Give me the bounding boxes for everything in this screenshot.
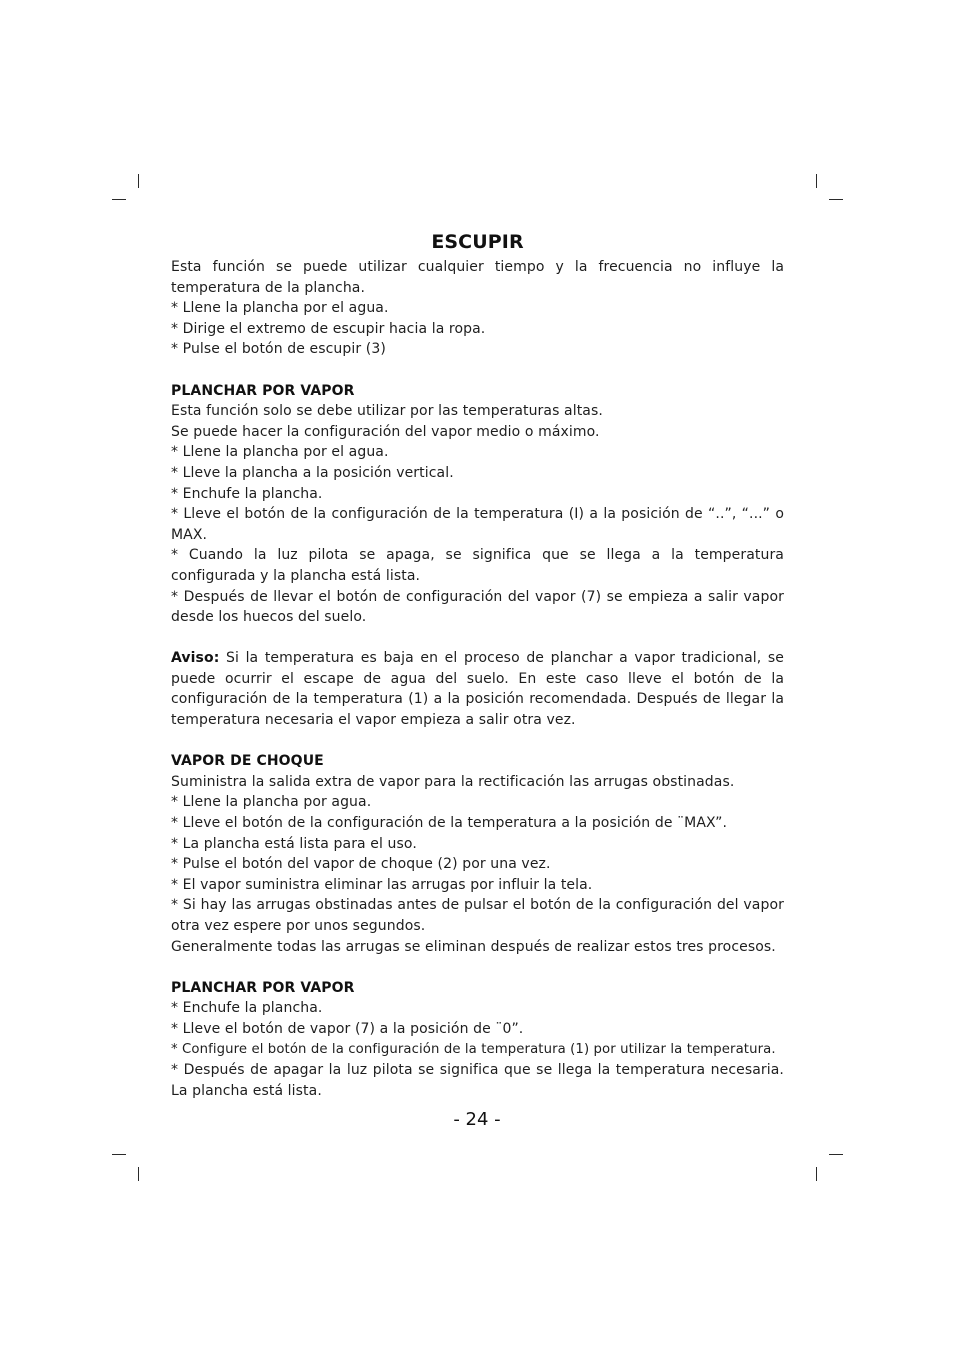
page-title: ESCUPIR xyxy=(431,231,524,253)
page-number: - 24 - xyxy=(453,1109,501,1130)
text-line: * Configure el botón de la configuración de la temperatura (1) por utilizar la temperatura. xyxy=(171,1041,776,1057)
text-line: * Llene la plancha por agua. xyxy=(171,794,372,811)
escupir-intro: Esta función se puede utilizar cualquier tiempo y la frecuencia no influye la temperatura de la plancha. xyxy=(171,259,784,296)
escupir-step: * Dirige el extremo de escupir hacia la ropa. xyxy=(171,320,486,337)
crop-mark-top-left-horizontal xyxy=(112,199,126,200)
text-line: * Enchufe la plancha. xyxy=(171,485,323,502)
text-line: Generalmente todas las arrugas se eliminan después de realizar estos tres procesos. xyxy=(171,938,776,955)
text-line: Se puede hacer la configuración del vapor medio o máximo. xyxy=(171,423,600,440)
text-paragraph: * Después de apagar la luz pilota se significa que se llega la temperatura necesaria. La plancha está lista. xyxy=(171,1062,784,1099)
section-escupir xyxy=(171,257,784,360)
text-line: Esta función solo se debe utilizar por las temperaturas altas. xyxy=(171,403,603,420)
spacer xyxy=(171,957,784,978)
section-heading: VAPOR DE CHOQUE xyxy=(171,753,324,770)
crop-mark-top-left-vertical xyxy=(138,174,139,188)
section-planchar-por-vapor xyxy=(171,381,784,628)
section-aviso xyxy=(171,648,784,730)
text-line: Suministra la salida extra de vapor para la rectificación las arrugas obstinadas. xyxy=(171,773,735,790)
crop-mark-top-right-vertical xyxy=(816,174,817,188)
crop-mark-bottom-left-vertical xyxy=(138,1167,139,1181)
text-line: * Lleve el botón de la configuración de la temperatura a la posición de ¨MAX”. xyxy=(171,815,728,832)
crop-mark-bottom-right-vertical xyxy=(816,1167,817,1181)
crop-mark-bottom-right-horizontal xyxy=(829,1154,843,1155)
warning-label: Aviso: xyxy=(171,650,220,667)
section-heading: PLANCHAR POR VAPOR xyxy=(171,382,355,399)
text-paragraph: * Lleve el botón de la configuración de la temperatura (I) a la posición de “..”, “...” o MAX. xyxy=(171,506,784,543)
text-line: * Pulse el botón del vapor de choque (2) por una vez. xyxy=(171,856,551,873)
text-line: * Lleve la plancha a la posición vertical. xyxy=(171,464,454,481)
text-paragraph: * Después de llevar el botón de configuración del vapor (7) se empieza a salir vapor desde los huecos del suelo. xyxy=(171,588,784,626)
text-paragraph: * Cuando la luz pilota se apaga, se significa que se llega a la temperatura configurada y la plancha está lista. xyxy=(171,547,784,584)
text-line: * El vapor suministra eliminar las arrugas por influir la tela. xyxy=(171,876,593,893)
escupir-step: * Pulse el botón de escupir (3) xyxy=(171,341,386,358)
crop-mark-top-right-horizontal xyxy=(829,199,843,200)
manual-page-content xyxy=(171,229,784,1101)
text-line: * La plancha está lista para el uso. xyxy=(171,835,417,852)
escupir-step: * Llene la plancha por el agua. xyxy=(171,300,389,317)
crop-mark-bottom-left-horizontal xyxy=(112,1154,126,1155)
text-line: * Llene la plancha por el agua. xyxy=(171,444,389,461)
spacer xyxy=(171,628,784,649)
spacer xyxy=(171,731,784,752)
text-line: * Enchufe la plancha. xyxy=(171,1000,323,1017)
warning-text: Si la temperatura es baja en el proceso de planchar a vapor tradicional, se puede ocurrir el escape de agua del suelo. En este caso lleve el botón de la configuración de la temperatura (1) a la posición recomendada. Después de llegar la temperatura necesaria el vapor empieza a salir otra vez. xyxy=(171,650,784,729)
text-paragraph: * Si hay las arrugas obstinadas antes de pulsar el botón de la configuración del vapor otra vez espere por unos segundos. xyxy=(171,897,784,934)
section-planchar-por-vapor-2 xyxy=(171,978,784,1102)
warning-paragraph xyxy=(171,648,784,730)
section-heading: PLANCHAR POR VAPOR xyxy=(171,979,355,996)
section-vapor-de-choque xyxy=(171,751,784,957)
text-line: * Lleve el botón de vapor (7) a la posición de ¨0”. xyxy=(171,1020,524,1037)
spacer xyxy=(171,360,784,381)
